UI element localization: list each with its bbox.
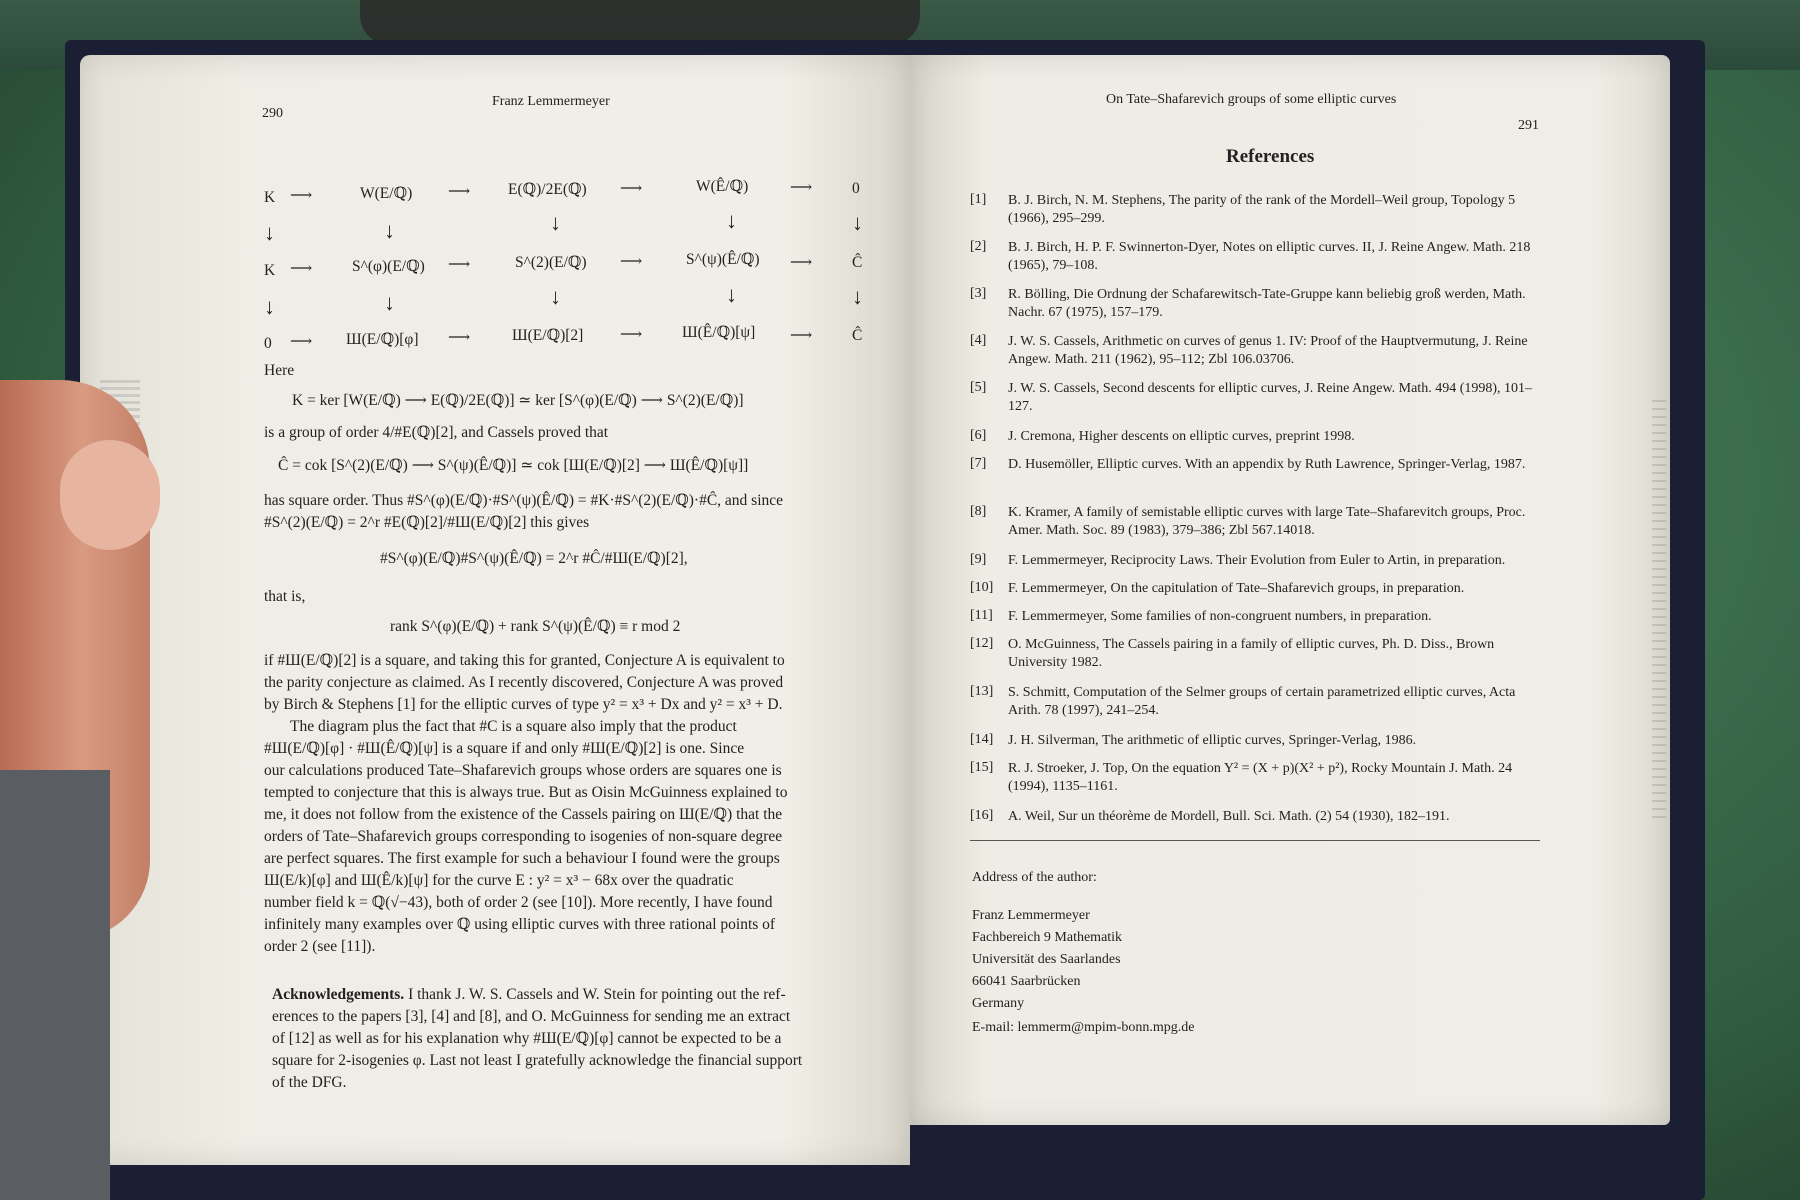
diagram-arrow-down: ↓ [550, 210, 561, 235]
reference-text: R. J. Stroeker, J. Top, On the equation Y² = (X + p)(X² + p²), Rocky Mountain J. Math. 24 (1994), 1135–1161. [1008, 761, 1513, 794]
reference-number: [4] [970, 333, 987, 348]
diagram-arrow-down: ↓ [852, 284, 863, 309]
equation-c-hat: Ĉ = cok [S^(2)(E/ℚ) ⟶ S^(ψ)(Ê/ℚ)] ≃ cok [Ш(E/ℚ)[2] ⟶ Ш(Ê/ℚ)[ψ]] [278, 457, 749, 474]
reference-text: K. Kramer, A family of semistable elliptic curves with large Tate–Shafarevitch groups, Proc. Amer. Math. Soc. 89 (1983), 379–386; Zbl 567.14018. [1008, 505, 1526, 538]
reference-number: [14] [970, 732, 994, 747]
paragraph-line: the parity conjecture as claimed. As I recently discovered, Conjecture A was proved [264, 674, 784, 691]
address-line: Universität des Saarlandes [972, 952, 1121, 967]
address-line: 66041 Saarbrücken [972, 974, 1081, 989]
diagram-r1-c3: E(ℚ)/2E(ℚ) [508, 181, 587, 198]
diagram-r3-c1: 0 [264, 335, 272, 352]
diagram-arrow-down: ↓ [384, 290, 395, 315]
reference-text: J. W. S. Cassels, Arithmetic on curves of genus 1. IV: Proof of the Hauptvermutung, J. Reine Angew. Math. 211 (1962), 95–112; Zbl 106.03706. [1008, 334, 1528, 367]
paragraph-line: Ш(E/k)[φ] and Ш(Ê/k)[ψ] for the curve E : y² = x³ − 68x over the quadratic [264, 872, 734, 889]
diagram-r2-c3: S^(2)(E/ℚ) [515, 254, 587, 271]
reference-text: O. McGuinness, The Cassels pairing in a family of elliptic curves, Ph. D. Diss., Brown University 1982. [1008, 637, 1495, 670]
reference-text: J. W. S. Cassels, Second descents for elliptic curves, J. Reine Angew. Math. 494 (1998), 101–127. [1008, 381, 1533, 414]
reference-text: B. J. Birch, H. P. F. Swinnerton-Dyer, Notes on elliptic curves. II, J. Reine Angew. Math. 218 (1965), 79–108. [1008, 240, 1531, 273]
paragraph-line: number field k = ℚ(√−43), both of order 2 (see [10]). More recently, I have found [264, 894, 773, 911]
acknowledgements-line: square for 2-isogenies φ. Last not least I gratefully acknowledge the financial support [272, 1052, 803, 1069]
diagram-r2-c2: S^(φ)(E/ℚ) [352, 258, 425, 275]
diagram-r2-c1: K [264, 262, 276, 279]
page-edge-marks [1652, 400, 1666, 820]
equation-k: K = ker [W(E/ℚ) ⟶ E(ℚ)/2E(ℚ)] ≃ ker [S^(φ)(E/ℚ) ⟶ S^(2)(E/ℚ)] [292, 392, 744, 409]
diagram-arrow-down: ↓ [726, 208, 737, 233]
diagram-arrow: ⟶ [290, 187, 313, 204]
diagram-r2-c5: Ĉ [852, 254, 863, 271]
paragraph-line: orders of Tate–Shafarevich groups corresponding to isogenies of non-square degree [264, 828, 783, 845]
left-page-number: 290 [262, 106, 283, 121]
diagram-arrow: ⟶ [790, 254, 813, 271]
reference-number: [12] [970, 636, 994, 651]
diagram-arrow: ⟶ [448, 256, 471, 273]
text-square-order: has square order. Thus #S^(φ)(E/ℚ)·#S^(ψ)(Ê/ℚ) = #K·#S^(2)(E/ℚ)·#Ĉ, and since [264, 492, 784, 509]
paragraph-line: if #Ш(E/ℚ)[2] is a square, and taking this for granted, Conjecture A is equivalent to [264, 652, 785, 669]
sleeve [0, 770, 110, 1200]
paragraph-line: tempted to conjecture that this is always true. But as Oisin McGuinness explained to [264, 784, 788, 801]
diagram-arrow: ⟶ [448, 183, 471, 200]
reference-number: [8] [970, 504, 987, 519]
reference-number: [16] [970, 808, 994, 823]
right-running-head: On Tate–Shafarevich groups of some elliptic curves [1106, 92, 1397, 107]
diagram-r3-c3: Ш(E/ℚ)[2] [512, 327, 584, 344]
paragraph-line: by Birch & Stephens [1] for the elliptic curves of type y² = x³ + Dx and y² = x³ + D. [264, 696, 783, 713]
reference-text: J. H. Silverman, The arithmetic of elliptic curves, Springer-Verlag, 1986. [1008, 733, 1417, 748]
paragraph-line: our calculations produced Tate–Shafarevich groups whose orders are squares one is [264, 762, 782, 779]
diagram-arrow-down: ↓ [726, 282, 737, 307]
address-line: Fachbereich 9 Mathematik [972, 930, 1123, 945]
reference-number: [11] [970, 608, 993, 623]
reference-text: R. Bölling, Die Ordnung der Schafarewitsch-Tate-Gruppe kann beliebig groß werden, Math. Nachr. 67 (1975), 157–179. [1008, 287, 1526, 320]
left-running-head: Franz Lemmermeyer [492, 94, 610, 109]
paragraph-line: The diagram plus the fact that #C is a square also imply that the product [290, 718, 737, 735]
diagram-arrow-down: ↓ [264, 220, 275, 245]
reference-number: [2] [970, 239, 987, 254]
address-label: Address of the author: [972, 870, 1097, 885]
diagram-arrow: ⟶ [290, 260, 313, 277]
paragraph-line: #Ш(E/ℚ)[φ] · #Ш(Ê/ℚ)[ψ] is a square if and only #Ш(E/ℚ)[2] is one. Since [264, 740, 745, 757]
divider [970, 840, 1540, 841]
reference-text: D. Husemöller, Elliptic curves. With an appendix by Ruth Lawrence, Springer-Verlag, 1987. [1008, 457, 1526, 472]
diagram-arrow: ⟶ [448, 329, 471, 346]
address-line: Germany [972, 996, 1025, 1011]
diagram-arrow: ⟶ [790, 327, 813, 344]
reference-number: [1] [970, 192, 987, 207]
address-line: Franz Lemmermeyer [972, 908, 1090, 923]
acknowledgements-line: of [12] as well as for his explanation why #Ш(E/ℚ)[φ] cannot be expected to be a [272, 1030, 782, 1047]
reference-number: [15] [970, 760, 994, 775]
text-this-gives: #S^(2)(E/ℚ) = 2^r #E(ℚ)[2]/#Ш(E/ℚ)[2] this gives [264, 514, 590, 531]
diagram-r1-c2: W(E/ℚ) [360, 185, 413, 202]
diagram-arrow-down: ↓ [384, 218, 395, 243]
reference-number: [3] [970, 286, 987, 301]
paragraph-line: infinitely many examples over ℚ using elliptic curves with three rational points of [264, 916, 776, 933]
diagram-r2-c4: S^(ψ)(Ê/ℚ) [686, 251, 760, 268]
diagram-r1-c4: W(Ê/ℚ) [696, 178, 749, 195]
thumb [60, 440, 160, 550]
reference-text: F. Lemmermeyer, On the capitulation of Tate–Shafarevich groups, in preparation. [1008, 581, 1465, 596]
diagram-arrow: ⟶ [620, 253, 643, 270]
acknowledgements-line: of the DFG. [272, 1074, 347, 1091]
text-group-order: is a group of order 4/#E(ℚ)[2], and Cassels proved that [264, 424, 609, 441]
reference-number: [6] [970, 428, 987, 443]
reference-text: B. J. Birch, N. M. Stephens, The parity of the rank of the Mordell–Weil group, Topology 5 (1966), 295–299. [1008, 193, 1516, 226]
reference-number: [7] [970, 456, 987, 471]
equation-selmer-product: #S^(φ)(E/ℚ)#S^(ψ)(Ê/ℚ) = 2^r #Ĉ/#Ш(E/ℚ)[2], [380, 550, 688, 567]
reference-number: [9] [970, 552, 987, 567]
diagram-arrow-down: ↓ [264, 294, 275, 319]
reference-text: J. Cremona, Higher descents on elliptic curves, preprint 1998. [1008, 429, 1355, 444]
paragraph-line: me, it does not follow from the existence of the Cassels pairing on Ш(E/ℚ) that the [264, 806, 783, 823]
text-that-is: that is, [264, 588, 306, 605]
binder-clip [360, 0, 920, 45]
reference-text: A. Weil, Sur un théorème de Mordell, Bull. Sci. Math. (2) 54 (1930), 182–191. [1008, 809, 1450, 824]
reference-text: S. Schmitt, Computation of the Selmer groups of certain parametrized elliptic curves, Acta Arith. 78 (1997), 241–254. [1008, 685, 1516, 718]
paragraph-line: are perfect squares. The first example for such a behaviour I found were the groups [264, 850, 780, 867]
diagram-r1-c1: K [264, 189, 276, 206]
diagram-r3-c4: Ш(Ê/ℚ)[ψ] [682, 324, 756, 341]
reference-number: [10] [970, 580, 994, 595]
diagram-r1-c5: 0 [852, 180, 860, 197]
diagram-arrow: ⟶ [620, 180, 643, 197]
reference-number: [5] [970, 380, 987, 395]
acknowledgements-line: I thank J. W. S. Cassels and W. Stein for pointing out the ref- [404, 986, 786, 1003]
paragraph-line: order 2 (see [11]). [264, 938, 376, 955]
diagram-arrow: ⟶ [620, 326, 643, 343]
reference-text: F. Lemmermeyer, Reciprocity Laws. Their Evolution from Euler to Artin, in preparation. [1008, 553, 1506, 568]
diagram-arrow-down: ↓ [852, 210, 863, 235]
diagram-arrow: ⟶ [790, 179, 813, 196]
text-here: Here [264, 362, 295, 379]
references-heading: References [1226, 146, 1315, 167]
diagram-r3-c5: Ĉ [852, 327, 863, 344]
email-line: E-mail: lemmerm@mpim-bonn.mpg.de [972, 1020, 1195, 1035]
diagram-arrow-down: ↓ [550, 284, 561, 309]
acknowledgements-line: erences to the papers [3], [4] and [8], and O. McGuinness for sending me an extract [272, 1008, 791, 1025]
acknowledgements-heading: Acknowledgements. [272, 986, 405, 1003]
right-page-number: 291 [1518, 118, 1539, 133]
reference-number: [13] [970, 684, 994, 699]
equation-rank-parity: rank S^(φ)(E/ℚ) + rank S^(ψ)(Ê/ℚ) ≡ r mod 2 [390, 618, 681, 635]
reference-text: F. Lemmermeyer, Some families of non-congruent numbers, in preparation. [1008, 609, 1432, 624]
diagram-arrow: ⟶ [290, 333, 313, 350]
diagram-r3-c2: Ш(E/ℚ)[φ] [346, 331, 419, 348]
